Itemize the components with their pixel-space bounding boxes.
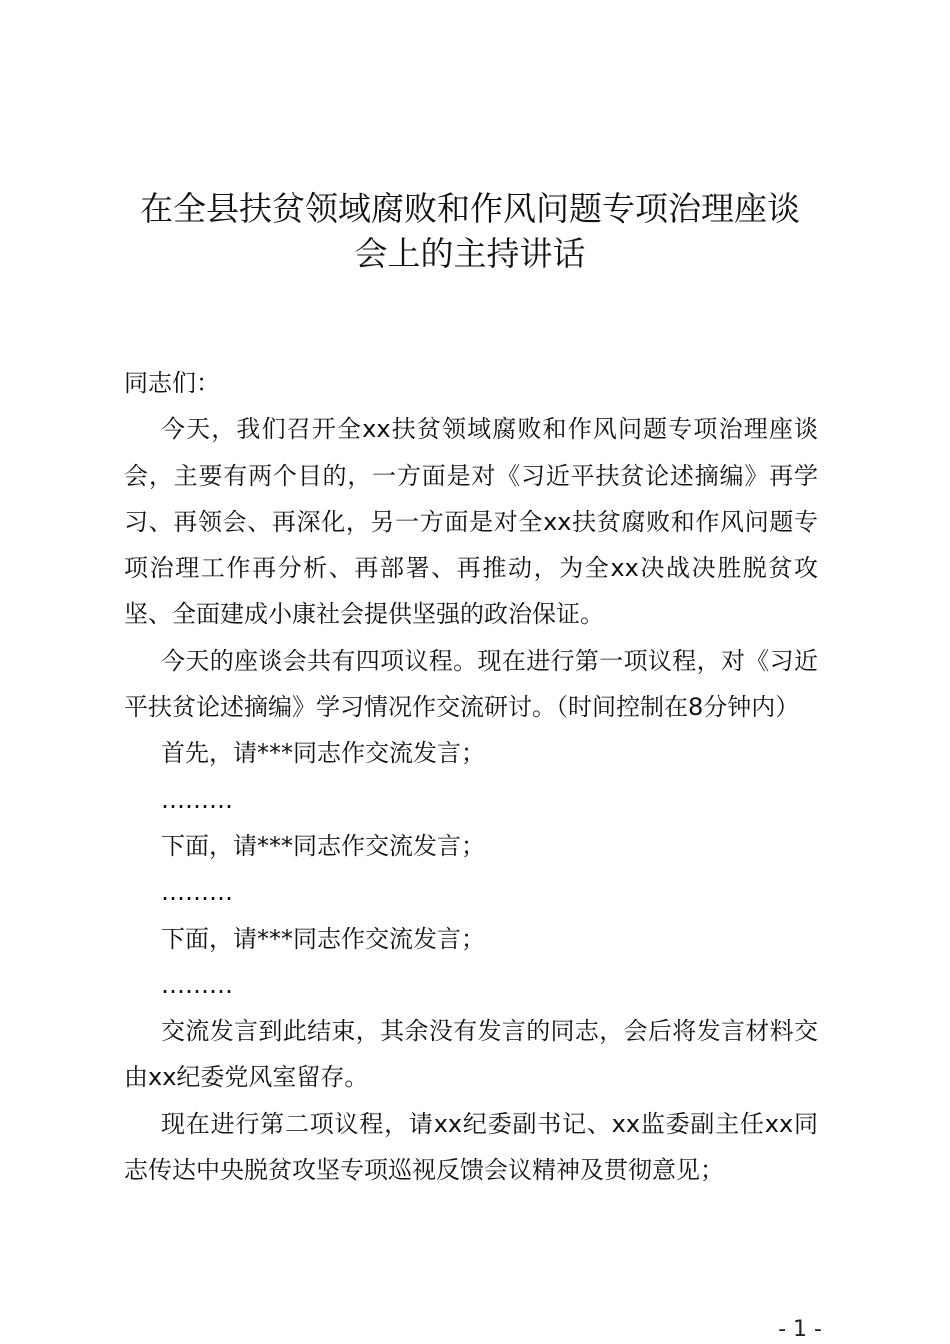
ellipsis-line: ……… bbox=[161, 785, 233, 814]
page-number: - 1 - bbox=[778, 1317, 822, 1342]
paragraph: 下面，请***同志作交流发言； bbox=[161, 831, 485, 860]
ellipsis-line: ……… bbox=[161, 970, 233, 999]
paragraph: 交流发言到此结束，其余没有发言的同志，会后将发言材料交由xx纪委党风室留存。 bbox=[124, 1017, 818, 1092]
salutation: 同志们： bbox=[124, 369, 220, 397]
paragraph: 今天的座谈会共有四项议程。现在进行第一项议程，对《习近平扶贫论述摘编》学习情况作交流研讨。（时间控制在8分钟内） bbox=[124, 646, 818, 722]
paragraph: 下面，请***同志作交流发言； bbox=[161, 924, 485, 953]
paragraph: 首先，请***同志作交流发言； bbox=[161, 739, 485, 768]
paragraph: 现在进行第二项议程，请xx纪委副书记、xx监委副主任xx同志传达中央脱贫攻坚专项巡视反馈会议精神及贯彻意见； bbox=[124, 1109, 818, 1185]
paragraph: 今天，我们召开全xx扶贫领域腐败和作风问题专项治理座谈会，主要有两个目的，一方面是对《习近平扶贫论述摘编》再学习、再领会、再深化，另一方面是对全xx扶贫腐败和作风问题专项治理工作再分析、再部署、再推动，为全xx决战决胜脱贫攻坚、全面建成小康社会提供坚强的政治保证。 bbox=[124, 415, 818, 629]
title-line-1: 在全县扶贫领域腐败和作风问题专项治理座谈 bbox=[140, 189, 800, 228]
document-title bbox=[110, 186, 830, 276]
title-line-2: 会上的主持讲话 bbox=[354, 234, 586, 273]
ellipsis-line: ……… bbox=[161, 878, 233, 907]
document-body bbox=[124, 360, 818, 1193]
